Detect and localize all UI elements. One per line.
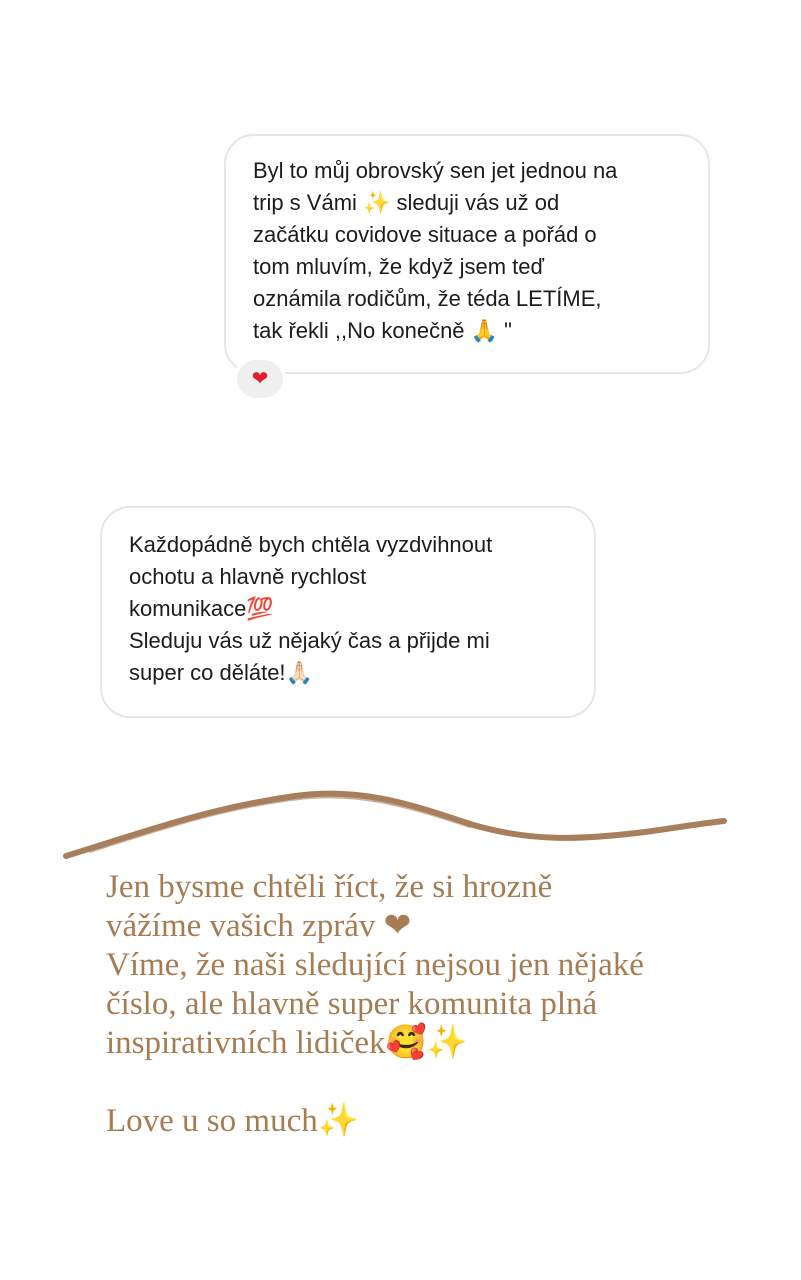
message-bubble-2[interactable] (100, 506, 596, 718)
caption-body: Jen bysme chtěli říct, že si hrozně vážíme vašich zpráv ❤ Víme, že naši sledující nejsou jen nějaké číslo, ale hlavně super komunita plná inspirativních lidiček🥰✨ (106, 869, 644, 1061)
message-text-2: Každopádně bych chtěla vyzdvihnout ochotu a hlavně rychlost komunikace💯 Sleduju vás už nějaký čas a přijde mi super co děláte!🙏🏻 (129, 532, 493, 685)
reaction-heart: ❤ (251, 368, 269, 390)
heart-reaction-icon[interactable] (234, 357, 286, 401)
brush-stroke-icon (60, 780, 730, 870)
caption-signoff: Love u so much✨ (106, 1103, 359, 1139)
story-caption (106, 868, 766, 1141)
message-bubble-1[interactable] (224, 134, 710, 374)
message-text-1: Byl to můj obrovský sen jet jednou na trip s Vámi ✨ sleduji vás už od začátku covidove situace a pořád o tom mluvím, že když jsem teď oznámila rodičům, že téda LETÍME, tak řekli ,,No konečně 🙏 " (253, 158, 618, 343)
